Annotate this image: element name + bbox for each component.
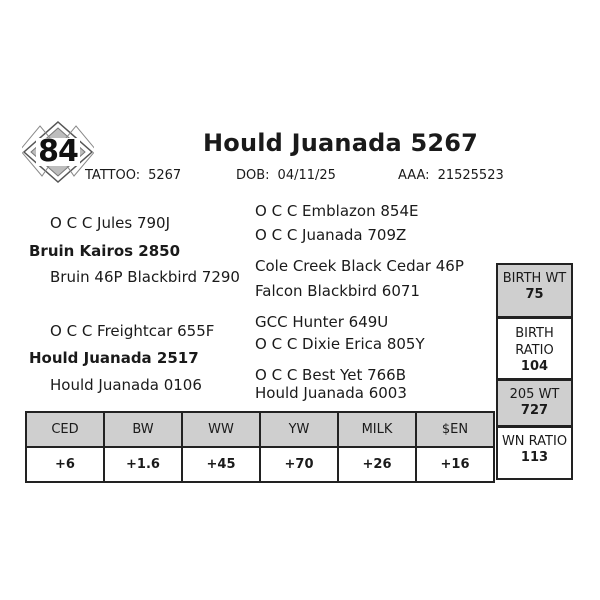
pedigree-right-5: GCC Hunter 649U: [255, 313, 389, 331]
stat-birth-ratio-value: 104: [520, 359, 549, 374]
animal-name: Hould Juanada 5267: [203, 129, 479, 157]
pedigree-dam-dam: Hould Juanada 0106: [50, 376, 202, 394]
pedigree-right-6: O C C Dixie Erica 805Y: [255, 335, 425, 353]
epd-value-yw: +70: [260, 447, 338, 482]
epd-header-ww: WW: [182, 412, 260, 447]
tattoo-field: [85, 168, 181, 183]
dob-value: 04/11/25: [277, 168, 336, 183]
pedigree-dam-sire: O C C Freightcar 655F: [50, 322, 215, 340]
epd-header-row: [26, 412, 494, 447]
stat-wn-ratio-value: 113: [520, 450, 549, 465]
dob-label: DOB:: [236, 168, 270, 183]
epd-header-en: $EN: [416, 412, 494, 447]
stat-205-wt: [496, 379, 573, 427]
stat-birth-ratio-label: BIRTH RATIO: [515, 326, 554, 358]
epd-header-ced: CED: [26, 412, 104, 447]
aaa-field: [398, 168, 504, 183]
stat-birth-wt: [496, 263, 573, 318]
epd-value-milk: +26: [338, 447, 416, 482]
pedigree-right-8: Hould Juanada 6003: [255, 384, 407, 402]
epd-value-bw: +1.6: [104, 447, 182, 482]
stat-birth-wt-label: BIRTH WT: [502, 271, 567, 286]
stat-birth-ratio: [496, 317, 573, 380]
lot-number: 84: [38, 134, 78, 169]
dob-field: [236, 168, 336, 183]
stat-wn-ratio-label: WN RATIO: [501, 434, 568, 449]
pedigree-right-2: O C C Juanada 709Z: [255, 226, 407, 244]
epd-value-en: +16: [416, 447, 494, 482]
pedigree-sire-sire: O C C Jules 790J: [50, 214, 171, 232]
pedigree-sire-dam: Bruin 46P Blackbird 7290: [50, 268, 240, 286]
pedigree-right-7: O C C Best Yet 766B: [255, 366, 407, 384]
epd-value-ced: +6: [26, 447, 104, 482]
tattoo-label: TATTOO:: [85, 168, 141, 183]
epd-header-milk: MILK: [338, 412, 416, 447]
pedigree-right-3: Cole Creek Black Cedar 46P: [255, 257, 464, 275]
stat-205-wt-label: 205 WT: [509, 387, 560, 402]
epd-header-bw: BW: [104, 412, 182, 447]
epd-value-row: [26, 447, 494, 482]
pedigree-right-1: O C C Emblazon 854E: [255, 202, 419, 220]
stat-birth-wt-value: 75: [525, 287, 544, 302]
epd-table: [25, 411, 495, 483]
aaa-value: 21525523: [437, 168, 504, 183]
lot-badge: [22, 120, 94, 184]
pedigree-sire: Bruin Kairos 2850: [29, 242, 181, 260]
epd-value-ww: +45: [182, 447, 260, 482]
stat-205-wt-value: 727: [520, 403, 549, 418]
pedigree-right-4: Falcon Blackbird 6071: [255, 282, 420, 300]
tattoo-value: 5267: [148, 168, 182, 183]
aaa-label: AAA:: [398, 168, 430, 183]
epd-header-yw: YW: [260, 412, 338, 447]
pedigree-dam: Hould Juanada 2517: [29, 349, 199, 367]
stat-wn-ratio: [496, 426, 573, 480]
